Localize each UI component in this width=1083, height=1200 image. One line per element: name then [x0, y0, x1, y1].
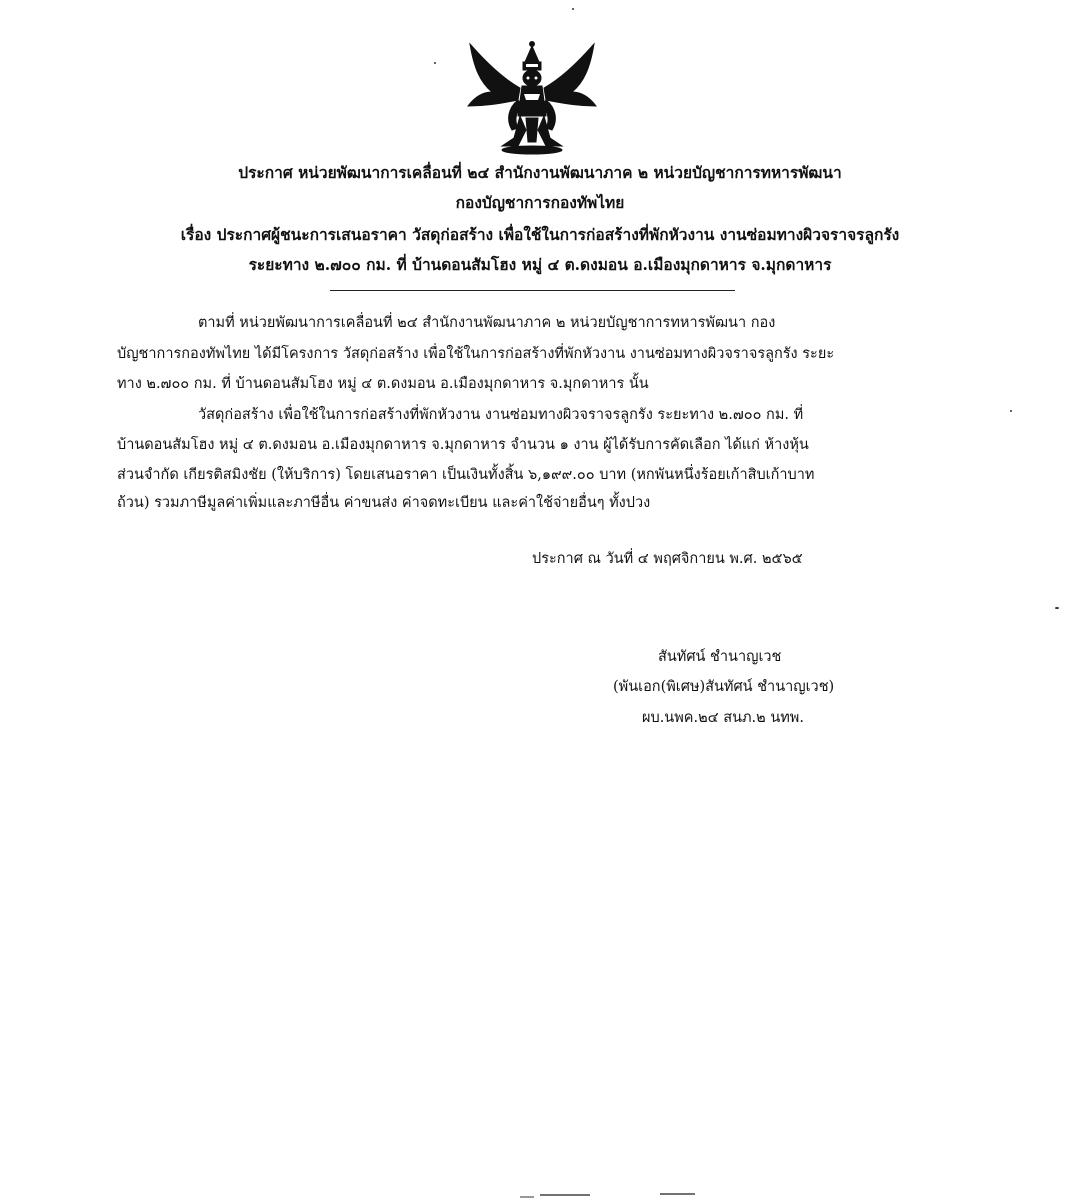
- announcement-date: ประกาศ ณ วันที่ ๔ พฤศจิกายน พ.ศ. ๒๕๖๕: [532, 551, 803, 567]
- header-subject-line: เรื่อง ประกาศผู้ชนะการเสนอราคา วัสดุก่อสร้าง เพื่อใช้ในการก่อสร้างที่พักหัวงาน งานซ่อมทางผิวจราจรลูกรัง: [180, 225, 900, 244]
- scan-speck: [434, 62, 436, 64]
- garuda-emblem-icon: [462, 38, 602, 156]
- header-line-1: ประกาศ หน่วยพัฒนาการเคลื่อนที่ ๒๔ สำนักงานพัฒนาภาค ๒ หน่วยบัญชาการทหารพัฒนา: [238, 163, 842, 182]
- body-line: วัสดุก่อสร้าง เพื่อใช้ในการก่อสร้างที่พักหัวงาน งานซ่อมทางผิวจราจรลูกรัง ระยะทาง ๒.๗๐๐ กม. ที่: [198, 407, 804, 423]
- signature-name: สันทัศน์ ชำนาญเวช: [658, 649, 782, 665]
- body-line: บัญชาการกองทัพไทย ได้มีโครงการ วัสดุก่อสร้าง เพื่อใช้ในการก่อสร้างที่พักหัวงาน งานซ่อมทางผิวจราจรลูกรัง ระยะ: [117, 346, 835, 362]
- body-line: บ้านดอนสัมโฮง หมู่ ๔ ต.ดงมอน อ.เมืองมุกดาหาร จ.มุกดาหาร จำนวน ๑ งาน ผู้ได้รับการคัดเลือก ได้แก่ ห้างหุ้น: [117, 437, 809, 453]
- scan-speck: [572, 8, 574, 10]
- header-line-2: กองบัญชาการกองทัพไทย: [455, 193, 625, 212]
- body-line: ทาง ๒.๗๐๐ กม. ที่ บ้านดอนสัมโฮง หมู่ ๔ ต.ดงมอน อ.เมืองมุกดาหาร จ.มุกดาหาร นั้น: [117, 376, 649, 392]
- header-divider: [330, 290, 735, 291]
- body-line: ถ้วน) รวมภาษีมูลค่าเพิ่มและภาษีอื่น ค่าขนส่ง ค่าจดทะเบียน และค่าใช้จ่ายอื่นๆ ทั้งปวง: [117, 495, 651, 511]
- signature-full-name: (พันเอก(พิเศษ)สันทัศน์ ชำนาญเวช): [613, 679, 835, 695]
- body-line: ส่วนจำกัด เกียรติสมิงชัย (ให้บริการ) โดยเสนอราคา เป็นเงินทั้งสิ้น ๖,๑๙๙.๐๐ บาท (หกพันหนึ่งร้อยเก้าสิบเก้าบาท: [117, 467, 815, 483]
- signature-position: ผบ.นพค.๒๔ สนภ.๒ นทพ.: [642, 710, 804, 726]
- page-footer-mark: [520, 1192, 700, 1198]
- scan-speck: [1055, 607, 1059, 609]
- header-location-line: ระยะทาง ๒.๗๐๐ กม. ที่ บ้านดอนสัมโฮง หมู่ ๔ ต.ดงมอน อ.เมืองมุกดาหาร จ.มุกดาหาร: [248, 255, 832, 274]
- scan-speck: [1010, 410, 1012, 412]
- body-line: ตามที่ หน่วยพัฒนาการเคลื่อนที่ ๒๔ สำนักงานพัฒนาภาค ๒ หน่วยบัญชาการทหารพัฒนา กอง: [198, 315, 776, 331]
